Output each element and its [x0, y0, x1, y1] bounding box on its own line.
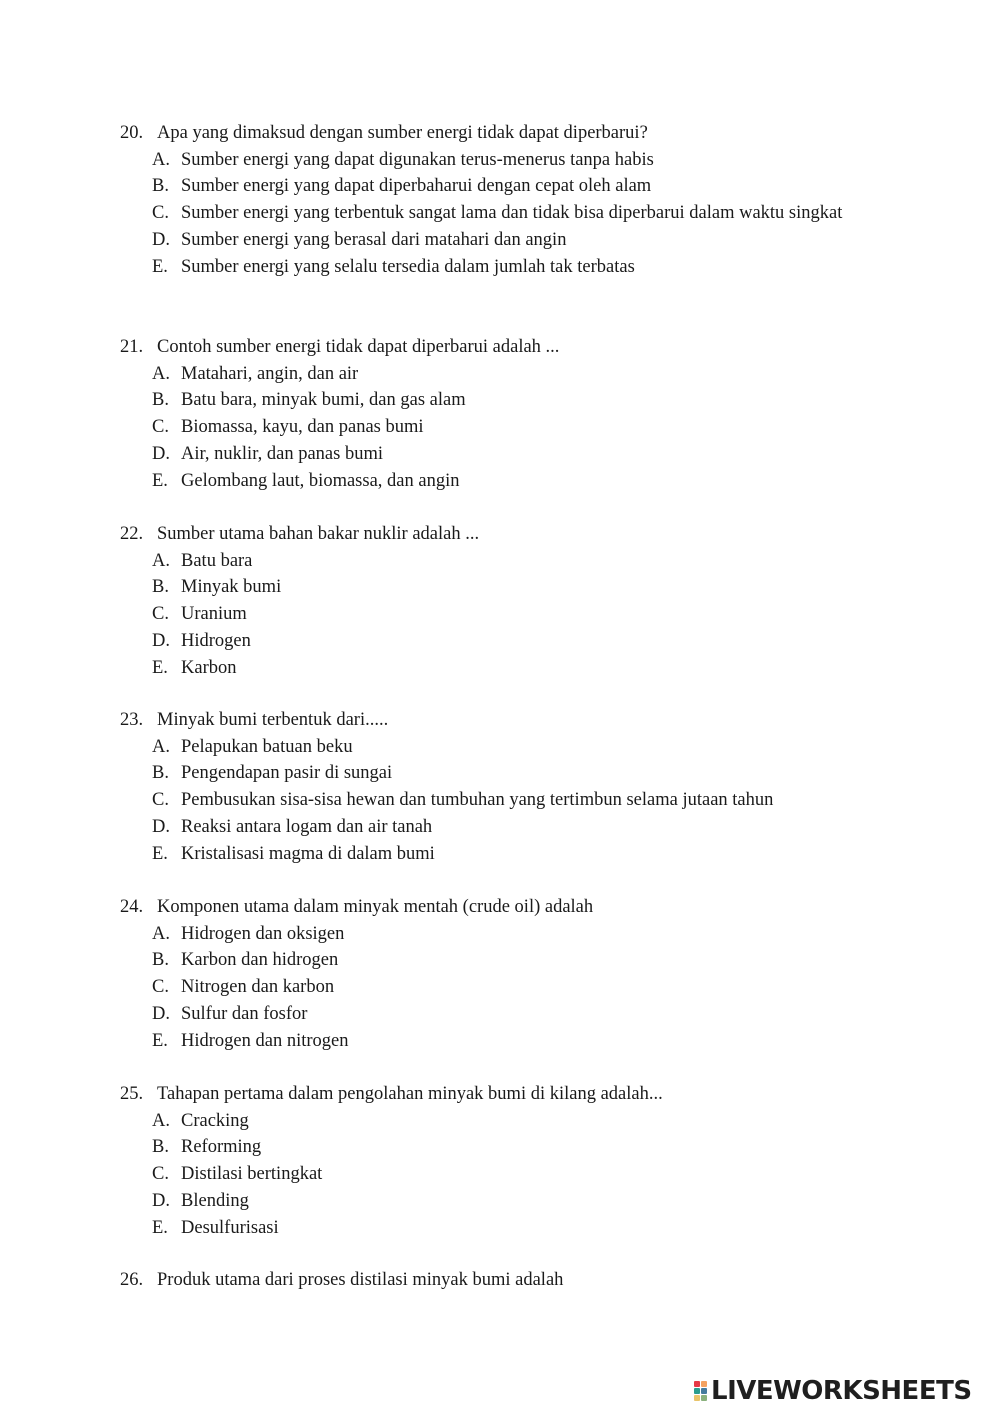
liveworksheets-logo[interactable] [694, 1377, 972, 1405]
option-letter: A. [152, 736, 170, 757]
question-number: 23. [120, 710, 144, 730]
option-letter: C. [152, 1164, 169, 1185]
option-text: Reaksi antara logam dan air tanah [181, 816, 433, 837]
option-text: Distilasi bertingkat [181, 1164, 323, 1185]
option-text: Pelapukan batuan beku [181, 736, 353, 757]
question-stem [120, 707, 880, 734]
answer-option-d[interactable] [120, 814, 880, 841]
answer-option-b[interactable] [120, 574, 880, 601]
logo-text: LIVEWORKSHEETS [711, 1376, 972, 1406]
question-stem [120, 894, 880, 921]
option-text: Sumber energi yang selalu tersedia dalam jumlah tak terbatas [181, 256, 635, 277]
answer-option-a[interactable] [120, 147, 880, 174]
question-stem [120, 334, 880, 361]
option-letter: C. [152, 604, 169, 625]
answer-option-d[interactable] [120, 441, 880, 468]
option-text: Pengendapan pasir di sungai [181, 763, 393, 784]
answer-option-a[interactable] [120, 1108, 880, 1135]
logo-block [694, 1388, 700, 1394]
option-letter: C. [152, 203, 169, 224]
option-letter: A. [152, 550, 170, 571]
question-number: 20. [120, 123, 144, 143]
option-letter: C. [152, 417, 169, 438]
option-letter: E. [152, 256, 168, 277]
logo-block [701, 1395, 707, 1401]
answer-option-e[interactable] [120, 655, 880, 682]
option-letter: E. [152, 470, 168, 491]
answer-option-e[interactable] [120, 254, 880, 281]
option-text: Karbon [181, 657, 237, 678]
question-stem [120, 120, 880, 147]
option-text: Sumber energi yang dapat diperbaharui dengan cepat oleh alam [181, 176, 652, 197]
option-text: Nitrogen dan karbon [181, 977, 335, 998]
option-letter: E. [152, 1030, 168, 1051]
option-text: Sulfur dan fosfor [181, 1003, 308, 1024]
answer-option-c[interactable] [120, 200, 880, 227]
option-text: Karbon dan hidrogen [181, 950, 339, 971]
option-letter: A. [152, 1110, 170, 1131]
option-letter: A. [152, 149, 170, 170]
option-text: Hidrogen dan nitrogen [181, 1030, 349, 1051]
answer-option-a[interactable] [120, 734, 880, 761]
option-letter: B. [152, 390, 169, 411]
option-text: Desulfurisasi [181, 1217, 279, 1238]
answer-option-b[interactable] [120, 947, 880, 974]
option-letter: C. [152, 790, 169, 811]
option-letter: D. [152, 1190, 170, 1211]
option-letter: D. [152, 443, 170, 464]
option-letter: B. [152, 950, 169, 971]
answer-option-b[interactable] [120, 387, 880, 414]
option-letter: B. [152, 763, 169, 784]
question-21 [120, 334, 880, 494]
option-text: Batu bara [181, 550, 253, 571]
option-text: Uranium [181, 604, 247, 625]
option-text: Air, nuklir, dan panas bumi [181, 443, 383, 464]
option-text: Sumber energi yang terbentuk sangat lama dan tidak bisa diperbarui dalam waktu singkat [181, 203, 843, 224]
answer-option-c[interactable] [120, 974, 880, 1001]
logo-blocks-icon [694, 1381, 707, 1401]
question-number: 22. [120, 524, 144, 544]
option-text: Biomassa, kayu, dan panas bumi [181, 417, 424, 438]
logo-block [694, 1395, 700, 1401]
question-22 [120, 521, 880, 681]
answer-option-c[interactable] [120, 1161, 880, 1188]
answer-option-d[interactable] [120, 1188, 880, 1215]
logo-block [701, 1388, 707, 1394]
question-23 [120, 707, 880, 867]
answer-option-b[interactable] [120, 173, 880, 200]
option-text: Batu bara, minyak bumi, dan gas alam [181, 390, 466, 411]
question-25 [120, 1081, 880, 1241]
answer-option-e[interactable] [120, 468, 880, 495]
option-text: Pembusukan sisa-sisa hewan dan tumbuhan yang tertimbun selama jutaan tahun [181, 790, 774, 811]
answer-option-a[interactable] [120, 921, 880, 948]
option-text: Kristalisasi magma di dalam bumi [181, 843, 435, 864]
answer-option-d[interactable] [120, 227, 880, 254]
question-24 [120, 894, 880, 1054]
question-text: Komponen utama dalam minyak mentah (crude oil) adalah [157, 897, 594, 917]
option-letter: B. [152, 577, 169, 598]
option-text: Hidrogen dan oksigen [181, 923, 345, 944]
option-letter: D. [152, 229, 170, 250]
option-letter: E. [152, 657, 168, 678]
logo-block [694, 1381, 700, 1387]
answer-option-d[interactable] [120, 628, 880, 655]
option-text: Sumber energi yang berasal dari matahari dan angin [181, 229, 567, 250]
question-26 [120, 1267, 880, 1294]
option-text: Cracking [181, 1110, 249, 1131]
answer-option-c[interactable] [120, 787, 880, 814]
option-letter: C. [152, 977, 169, 998]
option-letter: E. [152, 843, 168, 864]
question-number: 24. [120, 897, 144, 917]
answer-option-c[interactable] [120, 414, 880, 441]
option-letter: D. [152, 1003, 170, 1024]
question-text: Tahapan pertama dalam pengolahan minyak bumi di kilang adalah... [157, 1084, 663, 1104]
answer-option-e[interactable] [120, 1028, 880, 1055]
option-text: Reforming [181, 1137, 262, 1158]
question-text: Sumber utama bahan bakar nuklir adalah ... [157, 524, 480, 544]
option-text: Gelombang laut, biomassa, dan angin [181, 470, 460, 491]
option-letter: B. [152, 1137, 169, 1158]
question-text: Produk utama dari proses distilasi minyak bumi adalah [157, 1270, 564, 1290]
option-text: Sumber energi yang dapat digunakan terus-menerus tanpa habis [181, 149, 654, 170]
question-text: Apa yang dimaksud dengan sumber energi tidak dapat diperbarui? [157, 123, 648, 143]
option-letter: B. [152, 176, 169, 197]
answer-option-c[interactable] [120, 601, 880, 628]
option-letter: D. [152, 630, 170, 651]
question-number: 26. [120, 1270, 144, 1290]
question-stem [120, 1267, 880, 1294]
answer-option-a[interactable] [120, 361, 880, 388]
answer-option-e[interactable] [120, 1215, 880, 1242]
question-number: 21. [120, 337, 144, 357]
option-letter: D. [152, 816, 170, 837]
option-letter: A. [152, 363, 170, 384]
question-number: 25. [120, 1084, 144, 1104]
logo-block [701, 1381, 707, 1387]
answer-option-b[interactable] [120, 760, 880, 787]
option-text: Blending [181, 1190, 249, 1211]
option-letter: A. [152, 923, 170, 944]
option-text: Hidrogen [181, 630, 251, 651]
option-text: Minyak bumi [181, 577, 282, 598]
answer-option-b[interactable] [120, 1134, 880, 1161]
question-text: Minyak bumi terbentuk dari..... [157, 710, 389, 730]
answer-option-a[interactable] [120, 548, 880, 575]
answer-option-d[interactable] [120, 1001, 880, 1028]
option-letter: E. [152, 1217, 168, 1238]
question-stem [120, 521, 880, 548]
answer-option-e[interactable] [120, 841, 880, 868]
option-text: Matahari, angin, dan air [181, 363, 359, 384]
question-text: Contoh sumber energi tidak dapat diperbarui adalah ... [157, 337, 560, 357]
question-stem [120, 1081, 880, 1108]
question-20 [120, 120, 880, 280]
